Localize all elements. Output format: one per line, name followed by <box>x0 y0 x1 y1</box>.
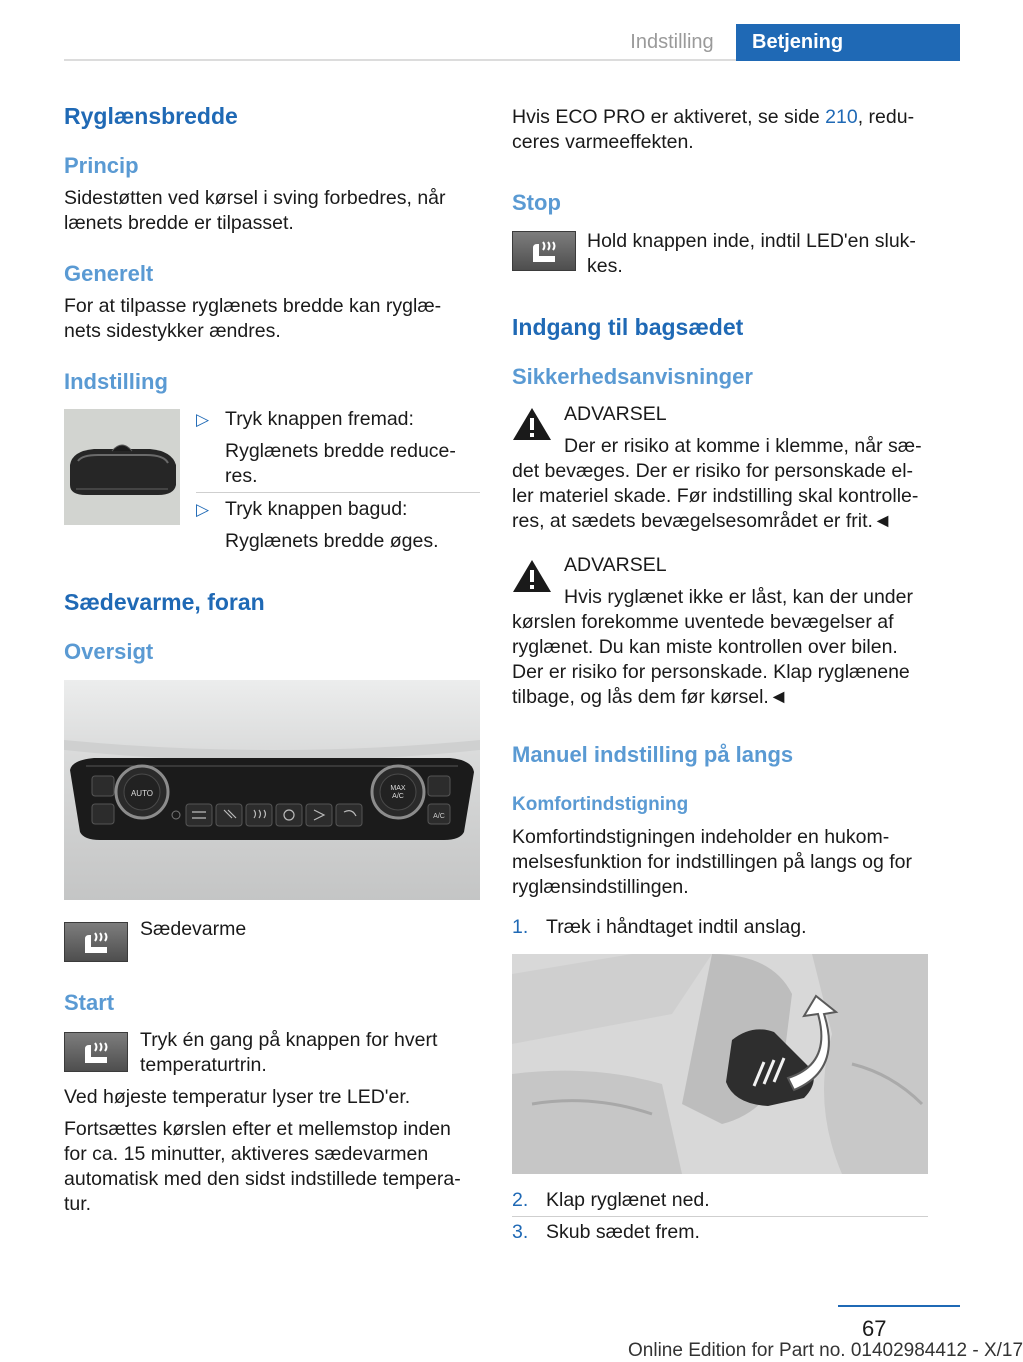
page-link-210[interactable]: 210 <box>825 106 858 128</box>
bullet-triangle-icon: ▷ <box>196 410 210 429</box>
width-button-photo <box>64 409 180 525</box>
warning2-title: ADVARSEL <box>564 554 667 576</box>
heading-saedevarme: Sædevarme, foran <box>64 589 265 615</box>
heading-indstilling: Indstilling <box>64 369 168 394</box>
komfort-text-2: melsesfunktion for indstillingen på langs og for <box>512 851 912 873</box>
komfort-text-3: ryglænsindstillingen. <box>512 876 689 898</box>
princip-text-1: Sidestøtten ved kørsel i sving forbedres, når <box>64 187 446 209</box>
warning2-text-4: Der er risiko for personskade. Klap ryglænene <box>512 661 910 683</box>
heading-komfort: Komfortindstigning <box>512 794 689 815</box>
step-number: 1. <box>512 916 529 938</box>
panel-ac-label: A/C <box>433 813 445 820</box>
warning2-text-5: tilbage, og lås dem før kørsel.◄ <box>512 686 789 708</box>
step-number: 3. <box>512 1221 529 1243</box>
bullet2-line-b: Ryglænets bredde øges. <box>225 530 439 552</box>
heading-sikkerhed: Sikkerhedsanvisninger <box>512 364 753 389</box>
step3-text: Skub sædet frem. <box>546 1221 700 1243</box>
continue-text-4: tur. <box>64 1193 92 1215</box>
climate-panel-photo <box>64 680 480 900</box>
start-text-2: temperaturtrin. <box>140 1054 267 1076</box>
heading-princip: Princip <box>64 153 139 178</box>
bullet1-line-a: Tryk knappen fremad: <box>225 408 414 430</box>
warning-icon <box>512 406 552 442</box>
footer-rule <box>838 1305 960 1307</box>
warning1-text-3: ler materiel skade. Før indstilling skal kontrolle- <box>512 485 919 507</box>
page-number: 67 <box>862 1316 887 1341</box>
eco-text-2: ceres varmeeffekten. <box>512 131 694 153</box>
heading-oversigt: Oversigt <box>64 639 154 664</box>
generelt-text-1: For at tilpasse ryglænets bredde kan ryglæ- <box>64 295 442 317</box>
warning2-text-1: Hvis ryglænet ikke er låst, kan der under <box>564 586 913 608</box>
warning2-text-3: ryglænet. Du kan miste kontrollen over bilen. <box>512 636 898 658</box>
heading-stop: Stop <box>512 190 561 215</box>
led-text: Ved højeste temperatur lyser tre LED'er. <box>64 1086 411 1108</box>
eco-text-1: Hvis ECO PRO er aktiveret, se side 210, redu- <box>512 106 915 128</box>
seat-lever-photo <box>512 954 928 1174</box>
continue-text-2: for ca. 15 minutter, aktiveres sædevarmen <box>64 1143 429 1165</box>
header-tab-active[interactable]: Betjening <box>736 24 960 61</box>
step2-text: Klap ryglænet ned. <box>546 1189 710 1211</box>
warning1-title: ADVARSEL <box>564 403 667 425</box>
step1-text: Træk i håndtaget indtil anslag. <box>546 916 807 938</box>
panel-max-ac-label: A/C <box>392 793 404 800</box>
heading-ryglaensbredde: Ryglænsbredde <box>64 103 238 129</box>
warning1-text-2: det bevæges. Der er risiko for personskade el- <box>512 460 914 482</box>
bullet-divider <box>196 492 480 493</box>
continue-text-3: automatisk med den sidst indstillede tempera- <box>64 1168 461 1190</box>
seat-heating-icon <box>64 922 128 962</box>
heading-indgang: Indgang til bagsædet <box>512 314 744 340</box>
seat-heating-icon <box>512 231 576 271</box>
panel-auto-label: AUTO <box>130 789 154 798</box>
bullet2-line-a: Tryk knappen bagud: <box>225 498 408 520</box>
heading-generelt: Generelt <box>64 261 154 286</box>
header-tab-section[interactable]: Indstilling <box>630 31 714 53</box>
step-divider <box>512 1216 928 1217</box>
stop-text-1: Hold knappen inde, indtil LED'en sluk- <box>587 230 916 252</box>
bullet1-line-b: Ryglænets bredde reduce- <box>225 440 456 462</box>
warning-icon <box>512 558 552 594</box>
continue-text-1: Fortsættes kørslen efter et mellemstop inden <box>64 1118 451 1140</box>
komfort-text-1: Komfortindstigningen indeholder en hukom- <box>512 826 890 848</box>
seat-heating-icon <box>64 1032 128 1072</box>
warning1-text-4: res, at sædets bevægelsesområdet er frit.◄ <box>512 510 893 532</box>
warning1-text-1: Der er risiko at komme i klemme, når sæ- <box>564 435 922 457</box>
bullet-triangle-icon: ▷ <box>196 500 210 519</box>
warning2-text-2: kørslen forekomme uventede bevægelser af <box>512 611 894 633</box>
step-number: 2. <box>512 1189 529 1211</box>
bullet1-line-c: res. <box>225 465 258 487</box>
edition-footer: Online Edition for Part no. 01402984412 - X/17 <box>628 1340 1023 1361</box>
panel-max-label: MAX <box>390 785 406 792</box>
generelt-text-2: nets sidestykker ændres. <box>64 320 281 342</box>
seat-heating-caption: Sædevarme <box>140 918 247 940</box>
princip-text-2: lænets bredde er tilpasset. <box>64 212 294 234</box>
heading-start: Start <box>64 990 115 1015</box>
stop-text-2: kes. <box>587 255 623 277</box>
start-text-1: Tryk én gang på knappen for hvert <box>140 1029 438 1051</box>
heading-manuel: Manuel indstilling på langs <box>512 742 794 767</box>
